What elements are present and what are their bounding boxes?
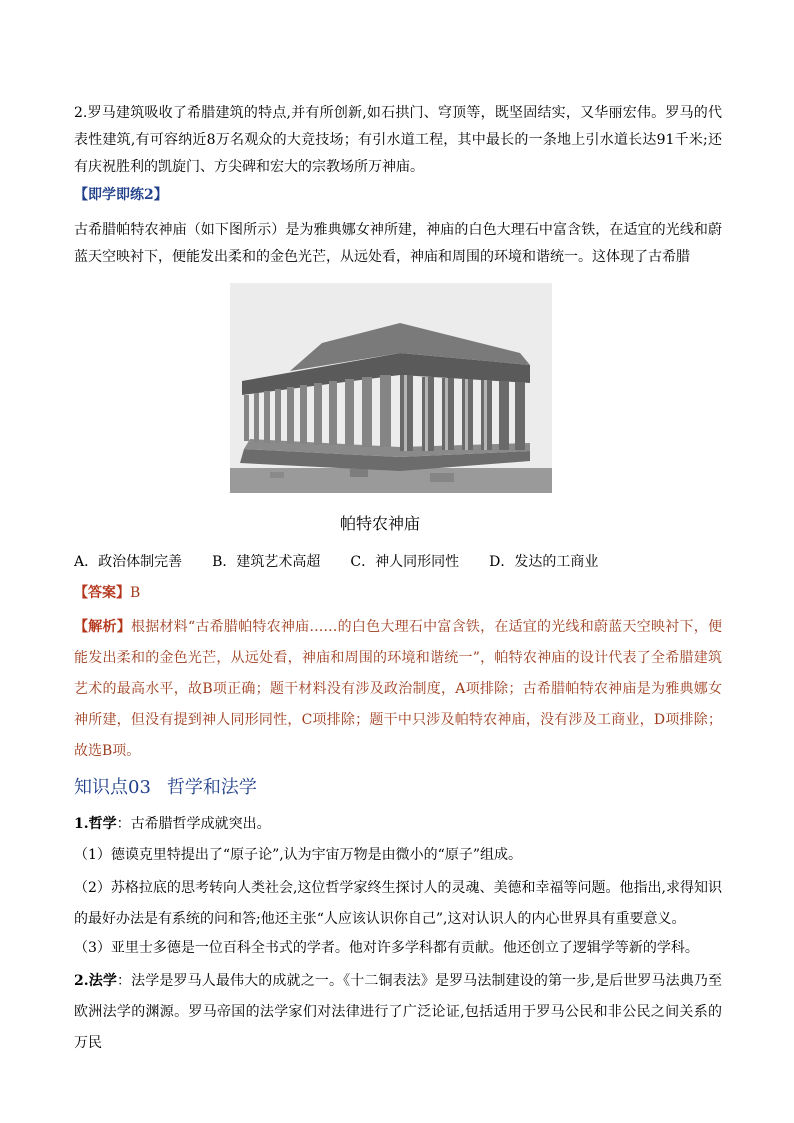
explanation-label: 【解析】 [74, 619, 131, 635]
option-a: A．政治体制完善 [74, 554, 183, 570]
parthenon-illustration [230, 283, 552, 493]
explanation [74, 612, 722, 767]
philosophy-item-1: （1）德谟克里特提出了“原子论”,认为宇宙万物是由微小的“原子”组成。 [74, 847, 522, 863]
law-label: 2.法学 [74, 973, 118, 989]
section-heading [74, 773, 257, 799]
philosophy-item-3: （3）亚里士多德是一位百科全书式的学者。他对许多学科都有贡献。他还创立了逻辑学等新的学科。 [74, 940, 699, 956]
question-stem: 古希腊帕特农神庙（如下图所示）是为雅典娜女神所建，神庙的白色大理石中富含铁，在适宜的光线和蔚蓝天空映衬下，便能发出柔和的金色光芒，从远处看，神庙和周围的环境和谐统一。这体现了古希腊 [74, 222, 722, 265]
answer-options [74, 549, 598, 576]
law-paragraph [74, 966, 722, 1059]
option-b: B．建筑艺术高超 [212, 554, 321, 570]
philosophy-intro-text: ：古希腊哲学成就突出。 [116, 816, 271, 832]
explanation-text: 根据材料“古希腊帕特农神庙……的白色大理石中富含铁，在适宜的光线和蔚蓝天空映衬下，便能发出柔和的金色光芒，从远处看，神庙和周围的环境和谐统一”，帕特农神庙的设计代表了全希腊建筑艺术的最高水平，故B项正确；题干材料没有涉及政治制度，A项排除；古希腊帕特农神庙是为雅典娜女神所建，但没有提到神人同形同性，C项排除；题干中只涉及帕特农神庙，没有涉及工商业，D项排除；故选B项。 [74, 619, 723, 759]
philosophy-intro [74, 811, 722, 838]
answer-label: 【答案】 [74, 585, 130, 601]
section-number: 知识点03 [74, 777, 151, 798]
rome-architecture-paragraph: 2.罗马建筑吸收了希腊建筑的特点,并有所创新,如石拱门、穹顶等，既坚固结实，又华丽宏伟。罗马的代表性建筑,有可容纳近8万名观众的大竞技场；有引水道工程，其中最长的一条地上引水道长达91千米;还有庆祝胜利的凯旋门、方尖碑和宏大的宗教场所万神庙。 [74, 105, 722, 175]
parthenon-photo [230, 283, 552, 493]
answer-value: B [130, 585, 141, 601]
philosophy-item-2: （2）苏格拉底的思考转向人类社会,这位哲学家终生探讨人的灵魂、美德和幸福等问题。他指出,求得知识的最好办法是有系统的问和答;他还主张“人应该认识你自己”,这对认识人的内心世界具有重要意义。 [74, 880, 722, 927]
philosophy-label: 1.哲学 [74, 816, 117, 832]
photo-caption: 帕特农神庙 [339, 514, 420, 533]
option-c: C．神人同形同性 [350, 554, 460, 570]
law-text: ：法学是罗马人最伟大的成就之一。《十二铜表法》是罗马法制建设的第一步,是后世罗马法典乃至欧洲法学的渊源。罗马帝国的法学家们对法律进行了广泛论证,包括适用于罗马公民和非公民之间关系的万民 [74, 973, 722, 1051]
answer-line [74, 580, 140, 607]
section-title: 哲学和法学 [166, 777, 257, 798]
option-d: D．发达的工商业 [489, 554, 599, 570]
exercise-tag: 【即学即练2】 [74, 187, 168, 203]
